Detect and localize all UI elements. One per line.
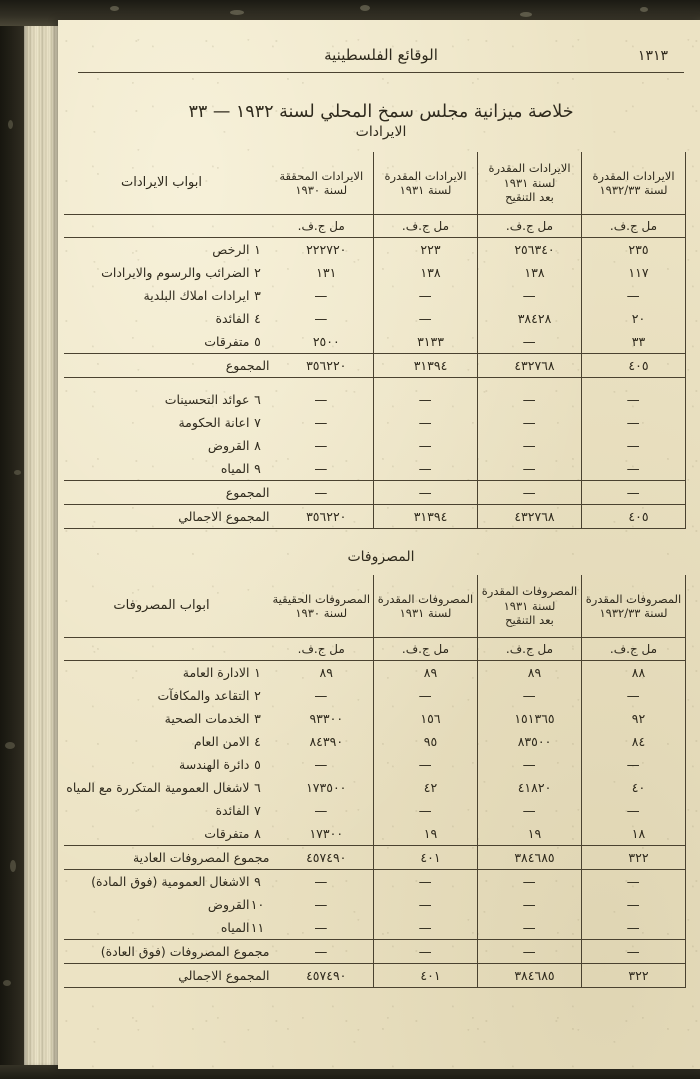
expenditure-r2-c1: — <box>270 684 374 707</box>
revenue-r7-c1: — <box>270 411 374 434</box>
expenditure-r6-label: ٦لاشغال العمومية المتكررة مع المياه <box>66 780 261 795</box>
expenditure-r9-c2: — <box>374 870 478 894</box>
table-row <box>64 284 686 307</box>
revenue-table-body <box>64 238 686 529</box>
table-row <box>64 753 686 776</box>
expenditure-r5-c4: — <box>582 753 686 776</box>
expenditure-r2-c4: — <box>582 684 686 707</box>
expenditure-subtotal2-c3: — <box>478 940 582 964</box>
expenditure-r7-c2: — <box>374 799 478 822</box>
expenditure-subtotal2-row <box>64 940 686 964</box>
revenue-r3-label: ٣ايرادات املاك البلدية <box>143 288 261 303</box>
table-row <box>64 411 686 434</box>
revenue-r2-c3: ١٣٨ <box>478 261 582 284</box>
expenditure-col-header-1931-estimated: المصروفات المقدرة لسنة ١٩٣١ <box>374 575 478 638</box>
revenue-r5-c1: ٢٥٠٠ <box>270 330 374 354</box>
expenditure-subtotal-label: مجموع المصروفات العادية <box>64 846 270 870</box>
expenditure-r10-c2: — <box>374 893 478 916</box>
expenditure-r2-c3: — <box>478 684 582 707</box>
expenditure-subtotal-c1: ٤٥٧٤٩٠ <box>270 846 374 870</box>
revenue-grand-label: المجموع الاجمالي <box>64 505 270 529</box>
revenue-r7-c2: — <box>374 411 478 434</box>
revenue-r2-label: ٢الضرائب والرسوم والايرادات <box>101 265 261 280</box>
expenditure-r7-c3: — <box>478 799 582 822</box>
revenue-grand-c2: ٣١٣٩٤ <box>374 505 478 529</box>
expenditure-r10-label: ١٠القروض <box>207 897 265 912</box>
revenue-subtotal-c3: ٤٣٢٧٦٨ <box>478 354 582 378</box>
expenditure-subtotal2-c2: — <box>374 940 478 964</box>
revenue-r5-c3: — <box>478 330 582 354</box>
revenue-subtotal-label: المجموع <box>64 354 270 378</box>
revenue-subtotal2-row <box>64 481 686 505</box>
revenue-r5-label: ٥متفرقات <box>204 334 261 349</box>
expenditure-r3-c2: ١٥٦ <box>374 707 478 730</box>
expenditure-r9-label: ٩الاشغال العمومية (فوق المادة) <box>91 874 261 889</box>
document-title: خلاصة ميزانية مجلس سمخ المحلي لسنة ١٩٣٢ — ٣٣ <box>188 102 574 122</box>
expenditure-col-header-1931-revised: المصروفات المقدرة لسنة ١٩٣١ بعد التنقيح <box>478 575 582 638</box>
expenditure-units-1932-33: مل ج.ف. <box>582 638 686 661</box>
expenditure-table-body <box>64 661 686 988</box>
table-row <box>64 822 686 846</box>
revenue-r4-c3: ٣٨٤٢٨ <box>478 307 582 330</box>
revenue-r3-c4: — <box>582 284 686 307</box>
revenue-col-header-1932-33: الايرادات المقدرة لسنة ١٩٣٢/٣٣ <box>582 152 686 215</box>
revenue-r7-label: ٧اعانة الحكومة <box>178 415 261 430</box>
expenditure-subtotal-c4: ٣٢٢ <box>582 846 686 870</box>
revenue-units-1930-actual: مل ج.ف. <box>270 215 374 238</box>
revenue-caption: الايرادات <box>355 124 407 140</box>
revenue-r1-c4: ٢٣٥ <box>582 238 686 262</box>
expenditure-r6-c2: ٤٢ <box>374 776 478 799</box>
expenditure-r7-c1: — <box>270 799 374 822</box>
revenue-subtotal2-c3: — <box>478 481 582 505</box>
expenditure-subtotal2-c1: — <box>270 940 374 964</box>
revenue-r7-c3: — <box>478 411 582 434</box>
revenue-r1-c1: ٢٢٢٧٢٠ <box>270 238 374 262</box>
revenue-subtotal2-c1: — <box>270 481 374 505</box>
revenue-r6-c1: — <box>270 388 374 411</box>
expenditure-r11-label: ١١المياه <box>220 920 265 935</box>
expenditure-r7-c4: — <box>582 799 686 822</box>
revenue-r9-c2: — <box>374 457 478 481</box>
revenue-grand-total-row <box>64 505 686 529</box>
table-row <box>64 916 686 940</box>
expenditure-r11-c2: — <box>374 916 478 940</box>
table-row <box>64 684 686 707</box>
revenue-subtotal2-c2: — <box>374 481 478 505</box>
revenue-units-row <box>64 215 686 238</box>
table-row <box>64 799 686 822</box>
expenditure-r3-c3: ١٥١٣٦٥ <box>478 707 582 730</box>
expenditure-r8-c3: ١٩ <box>478 822 582 846</box>
revenue-r7-c4: — <box>582 411 686 434</box>
revenue-r1-label: ١الرخص <box>212 242 261 257</box>
expenditure-subtotal-c2: ٤٠١ <box>374 846 478 870</box>
gazette-title: الوقائع الفلسطينية <box>324 46 438 64</box>
revenue-r3-c3: — <box>478 284 582 307</box>
expenditure-r9-c1: — <box>270 870 374 894</box>
revenue-r2-c1: ١٣١ <box>270 261 374 284</box>
expenditure-r10-c3: — <box>478 893 582 916</box>
expenditure-r4-c3: ٨٣٥٠٠ <box>478 730 582 753</box>
revenue-subtotal-c2: ٣١٣٩٤ <box>374 354 478 378</box>
expenditure-r3-c4: ٩٢ <box>582 707 686 730</box>
revenue-r5-c2: ٣١٣٣ <box>374 330 478 354</box>
revenue-r8-c3: — <box>478 434 582 457</box>
revenue-r4-c4: ٢٠ <box>582 307 686 330</box>
expenditure-grand-label: المجموع الاجمالي <box>64 964 270 988</box>
revenue-r9-c4: — <box>582 457 686 481</box>
revenue-r6-label: ٦عوائد التحسينات <box>164 392 261 407</box>
revenue-subtotal2-c4: — <box>582 481 686 505</box>
expenditure-units-1931-revised: مل ج.ف. <box>478 638 582 661</box>
expenditure-r6-c3: ٤١٨٢٠ <box>478 776 582 799</box>
expenditure-r4-label: ٤الامن العام <box>193 734 261 749</box>
expenditure-subtotal-c3: ٣٨٤٦٨٥ <box>478 846 582 870</box>
expenditure-caption: المصروفات <box>347 549 415 565</box>
revenue-r1-c3: ٢٥٦٣٤٠ <box>478 238 582 262</box>
expenditure-r6-c4: ٤٠ <box>582 776 686 799</box>
expenditure-r5-c2: — <box>374 753 478 776</box>
expenditure-col-header-1930-actual: المصروفات الحقيقية لسنة ١٩٣٠ <box>270 575 374 638</box>
revenue-r9-c3: — <box>478 457 582 481</box>
revenue-grand-c3: ٤٣٢٧٦٨ <box>478 505 582 529</box>
expenditure-r1-c2: ٨٩ <box>374 661 478 685</box>
revenue-subtotal2-label: المجموع <box>64 481 270 505</box>
revenue-r2-c2: ١٣٨ <box>374 261 478 284</box>
expenditure-grand-c2: ٤٠١ <box>374 964 478 988</box>
revenue-r3-c1: — <box>270 284 374 307</box>
revenue-r5-c4: ٣٣ <box>582 330 686 354</box>
expenditure-r2-c2: — <box>374 684 478 707</box>
revenue-units-1931-revised: مل ج.ف. <box>478 215 582 238</box>
expenditure-r2-label: ٢التقاعد والمكافآت <box>157 688 261 703</box>
revenue-r8-c1: — <box>270 434 374 457</box>
expenditure-r7-label: ٧الفائدة <box>215 803 261 818</box>
expenditure-units-1931-estimated: مل ج.ف. <box>374 638 478 661</box>
table-row <box>64 307 686 330</box>
expenditure-r5-c1: — <box>270 753 374 776</box>
revenue-r4-label: ٤الفائدة <box>215 311 261 326</box>
expenditure-subtotal2-label: مجموع المصروفات (فوق العادة) <box>64 940 270 964</box>
expenditure-r8-c1: ١٧٣٠٠ <box>270 822 374 846</box>
expenditure-r8-label: ٨متفرقات <box>204 826 261 841</box>
expenditure-r1-c3: ٨٩ <box>478 661 582 685</box>
table-row <box>64 707 686 730</box>
expenditure-grand-c4: ٣٢٢ <box>582 964 686 988</box>
expenditure-r11-c1: — <box>270 916 374 940</box>
revenue-units-1931-estimated: مل ج.ف. <box>374 215 478 238</box>
table-row <box>64 388 686 411</box>
revenue-spacer-row <box>64 378 686 389</box>
expenditure-r1-c1: ٨٩ <box>270 661 374 685</box>
expenditure-r8-c4: ١٨ <box>582 822 686 846</box>
expenditure-header-row <box>64 575 686 638</box>
expenditure-r3-label: ٣الخدمات الصحية <box>164 711 261 726</box>
revenue-r8-c2: — <box>374 434 478 457</box>
expenditure-grand-c1: ٤٥٧٤٩٠ <box>270 964 374 988</box>
revenue-units-blank <box>64 215 270 238</box>
table-row <box>64 261 686 284</box>
expenditure-col-header-1932-33: المصروفات المقدرة لسنة ١٩٣٢/٣٣ <box>582 575 686 638</box>
expenditure-grand-c3: ٣٨٤٦٨٥ <box>478 964 582 988</box>
header-rule <box>78 72 684 73</box>
expenditure-r10-c1: — <box>270 893 374 916</box>
expenditure-r1-label: ١الادارة العامة <box>182 665 261 680</box>
revenue-col-header-1930-actual: الايرادات المحققة لسنة ١٩٣٠ <box>270 152 374 215</box>
expenditure-r11-c4: — <box>582 916 686 940</box>
revenue-subtotal-row <box>64 354 686 378</box>
expenditure-units-blank <box>64 638 270 661</box>
revenue-r6-c2: — <box>374 388 478 411</box>
revenue-units-1932-33: مل ج.ف. <box>582 215 686 238</box>
expenditure-r5-c3: — <box>478 753 582 776</box>
expenditure-r9-c3: — <box>478 870 582 894</box>
revenue-header-row <box>64 152 686 215</box>
revenue-r4-c2: — <box>374 307 478 330</box>
revenue-grand-c4: ٤٠٥ <box>582 505 686 529</box>
expenditure-r11-c3: — <box>478 916 582 940</box>
expenditure-grand-total-row <box>64 964 686 988</box>
expenditure-subtotal2-c4: — <box>582 940 686 964</box>
table-row <box>64 661 686 685</box>
expenditure-table-head <box>64 575 686 661</box>
table-row <box>64 330 686 354</box>
expenditure-units-1930-actual: مل ج.ف. <box>270 638 374 661</box>
revenue-col-header-heads: ابواب الايرادات <box>121 174 202 190</box>
table-row <box>64 434 686 457</box>
table-row <box>64 776 686 799</box>
expenditure-r4-c2: ٩٥ <box>374 730 478 753</box>
table-row <box>64 730 686 753</box>
revenue-table-head <box>64 152 686 238</box>
revenue-r8-c4: — <box>582 434 686 457</box>
table-row <box>64 893 686 916</box>
revenue-col-header-1931-revised: الايرادات المقدرة لسنة ١٩٣١ بعد التنقيح <box>478 152 582 215</box>
expenditure-r4-c4: ٨٤ <box>582 730 686 753</box>
revenue-r6-c3: — <box>478 388 582 411</box>
revenue-r3-c2: — <box>374 284 478 307</box>
table-row <box>64 457 686 481</box>
printed-page <box>58 20 700 1069</box>
table-row <box>64 238 686 262</box>
revenue-r1-c2: ٢٢٣ <box>374 238 478 262</box>
expenditure-units-row <box>64 638 686 661</box>
revenue-table <box>64 152 687 529</box>
page-folio-number: ١٣١٣ <box>637 48 668 64</box>
expenditure-r4-c1: ٨٤٣٩٠ <box>270 730 374 753</box>
expenditure-r8-c2: ١٩ <box>374 822 478 846</box>
revenue-subtotal-c1: ٣٥٦٢٢٠ <box>270 354 374 378</box>
revenue-r9-label: ٩المياه <box>220 461 261 476</box>
expenditure-col-header-heads: ابواب المصروفات <box>113 597 210 613</box>
expenditure-r6-c1: ١٧٣٥٠٠ <box>270 776 374 799</box>
expenditure-r9-c4: — <box>582 870 686 894</box>
revenue-r9-c1: — <box>270 457 374 481</box>
running-head <box>76 42 686 86</box>
expenditure-r1-c4: ٨٨ <box>582 661 686 685</box>
revenue-r8-label: ٨القروض <box>207 438 261 453</box>
expenditure-table <box>64 575 687 988</box>
revenue-col-header-1931-estimated: الايرادات المقدرة لسنة ١٩٣١ <box>374 152 478 215</box>
expenditure-r10-c4: — <box>582 893 686 916</box>
revenue-grand-c1: ٣٥٦٢٢٠ <box>270 505 374 529</box>
expenditure-subtotal-row <box>64 846 686 870</box>
expenditure-r3-c1: ٩٣٣٠٠ <box>270 707 374 730</box>
revenue-r6-c4: — <box>582 388 686 411</box>
revenue-r2-c4: ١١٧ <box>582 261 686 284</box>
revenue-subtotal-c4: ٤٠٥ <box>582 354 686 378</box>
table-row <box>64 870 686 894</box>
expenditure-r5-label: ٥دائرة الهندسة <box>179 757 261 772</box>
revenue-r4-c1: — <box>270 307 374 330</box>
